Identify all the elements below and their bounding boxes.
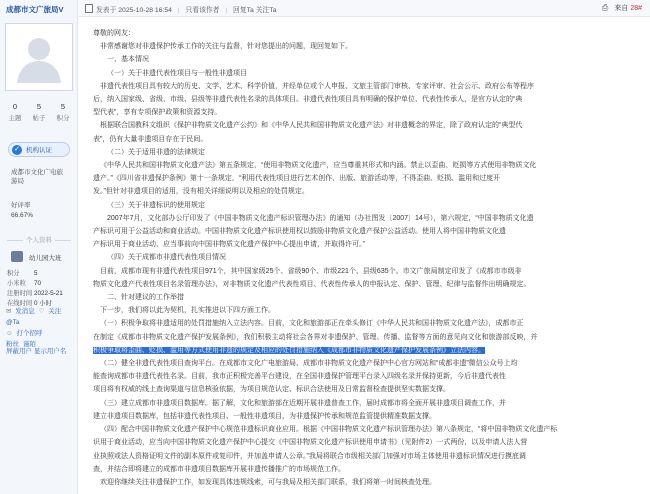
post-line <box>93 278 645 291</box>
post-line-text: （二）健全非遗代表性项目查询平台。在成都市文化广电旅游局、成都市非物质文化遗产保护中心官方网站和“成都非遗”微信公众号上均 <box>100 360 518 368</box>
post-line-text: （一）积极争取将非遗适用的处罚措施纳入立法内容。目前，文化和旅游部正在牵头修订《中华人民共和国非物质文化遗产法》，成都市正 <box>100 320 524 328</box>
shield-actions <box>6 346 76 355</box>
profile-header: 个人资料 <box>0 235 78 244</box>
post-line <box>93 199 645 212</box>
post-line-text: （四）配合中国非物质文化遗产保护中心规范非遗标识商业应用。根据《中国非物质文化遗产标识管理办法》第八条规定，“将中国非物质文化遗产标 <box>100 426 558 434</box>
post-line-text: 项目将有权威的线上查询渠道与信息核验依据，为项目规范认定、标识合法使用及日常监督检查提供坚实数据支撑。 <box>93 386 450 394</box>
separator: | <box>177 7 180 14</box>
info-row <box>7 269 75 279</box>
author-sidebar <box>0 0 78 494</box>
post-line <box>93 331 645 344</box>
print-icon[interactable]: ⎙ <box>601 3 609 12</box>
post-line-text: 物质文化遗产代表性项目名录管理办法》，对非物质文化遗产代表性项目、代表性传承人的申报认定、保护、管理、纪律与监督作出明确规定。 <box>93 280 531 288</box>
post-line-text: 后，纳入国家级、省级、市级、县级等非遗代表性名录的具体项目。非遗代表性项目具有明确的保护单位、代表性传承人，是官方认定的“典 <box>93 96 523 104</box>
post-date: 发表于 2025-10-28 16:54 <box>96 7 172 14</box>
info-row <box>7 279 75 289</box>
post-line <box>93 185 645 198</box>
post-line-text: 《中华人民共和国非物质文化遗产法》第五条规定，“使用非物质文化遗产，应当尊重其形式和内涵。禁止以歪曲、贬损等方式使用非物质文化 <box>100 162 537 170</box>
post-icon <box>85 4 93 13</box>
info-value: 0 小时 <box>34 300 52 307</box>
post-line <box>93 106 645 119</box>
info-key: 小米粒 <box>7 280 26 287</box>
post-line-text: 目前，成都市现有非遗代表性项目971个，其中国家级25个、省级90个、市级221个、县级635个。市文广旅局制定印发了《成都市市级非 <box>100 267 522 275</box>
post-line <box>93 133 645 146</box>
send-message-link[interactable]: 发消息 <box>15 308 35 315</box>
post-line-text: （三）关于非遗标识的使用规定 <box>107 201 205 209</box>
post-line-text: 根据联合国教科文组织《保护非物质文化遗产公约》和《中华人民共和国非物质文化遗产法》对非遗概念的界定，除了政府认定的“典型代 <box>100 122 523 130</box>
post-line-text: 查，并结合即将建立的成都市非遗项目数据库开展非遗传播推广的市场规范工作。 <box>93 465 345 473</box>
stat-posts[interactable] <box>28 102 50 122</box>
user-level: 幼儿园大班 <box>29 255 62 262</box>
selected-text: 积极争取将歪曲、贬损、滥用等方式使用非遗的规定及相应的处罚措施纳入《成都市非物质文化遗产保护发展条例》立法内容。 <box>93 346 485 354</box>
stat-topics[interactable] <box>4 102 26 122</box>
stat-points[interactable] <box>52 102 74 122</box>
post-line-text: 型代表”，享有专项保护政策和资源支持。 <box>93 109 222 117</box>
level-medal-icon <box>11 251 23 262</box>
heart-icon: ♡ <box>38 308 45 315</box>
post-line-text: 非常感谢您对非遗保护传承工作的关注与监督，针对您提出的问题，现回复如下。 <box>100 43 352 51</box>
rating-value: 66.67% <box>11 212 34 219</box>
post-line-text: 2007年7月，文化部办公厅印发了《中国非物质文化遗产标识管理办法》的通知（办社图发〔2007〕14号），第六规定，“中国非物质文化遗 <box>107 214 534 222</box>
reply-ta-link[interactable]: 回复Ta <box>233 7 254 14</box>
post-line <box>93 265 645 278</box>
post-line-text: （三）建立成都市非遗项目数据库。据了解，文化和旅游部在近期开展非遗普查工作，届时成都市将全面开展非遗项目调查工作，并 <box>100 399 506 407</box>
post-body <box>93 27 645 489</box>
post-line-text: 一、基本情况 <box>107 56 149 64</box>
hand-icon: ☺ <box>6 330 13 337</box>
author-stats <box>4 102 74 122</box>
shield-user-link[interactable]: 屏蔽用户 <box>6 348 32 355</box>
floor-info <box>602 3 642 13</box>
stat-topics-num: 0 <box>12 102 18 111</box>
post-main <box>79 0 650 494</box>
default-avatar-icon <box>9 27 69 87</box>
info-value: 2022-5-21 <box>34 290 63 297</box>
mention-link[interactable]: @Ta <box>6 319 20 326</box>
post-line <box>93 119 645 132</box>
greet-link[interactable]: 打个招呼 <box>16 330 43 337</box>
follow-link[interactable]: 关注 <box>48 308 62 315</box>
sort-link[interactable]: 谨陌 <box>22 341 36 348</box>
post-line-text: （一）关于非遗代表性项目与一般性非遗项目 <box>107 69 247 77</box>
post-line <box>93 397 645 410</box>
post-line <box>93 450 645 463</box>
post-header-bar <box>79 0 650 17</box>
post-line <box>93 304 645 317</box>
post-line <box>93 238 645 251</box>
post-line-text: 在制定《成都市非物质文化遗产保护发展条例》，我们积极主动将社会各界对非遗保护、管理、传播、监督等方面的意见向文化和旅游部反映，并 <box>93 333 538 341</box>
post-line <box>93 40 645 53</box>
floor-label: 来自 <box>614 5 629 12</box>
post-line <box>93 383 645 396</box>
separator: | <box>225 7 228 14</box>
post-line <box>93 67 645 80</box>
stat-points-num: 5 <box>60 102 66 111</box>
follow-ta-link[interactable]: 关注Ta <box>255 7 277 14</box>
post-line-text: 欢迎你继续关注非遗保护工作，如发现具体违规线索，可与我局及相关部门联系，我们将第一时间核查处理。 <box>100 478 436 486</box>
post-line <box>93 344 645 357</box>
profile-info <box>7 269 75 309</box>
post-line-text: 非遗代表性项目具有较大的历史、文学、艺术、科学价值，并经单位或个人申报、文旅主管部门审核、专家评审、社会公示、政府公布等程序 <box>100 82 534 90</box>
post-line <box>93 291 645 304</box>
post-line <box>93 146 645 159</box>
post-line-text: 业执照或法人资格证明文件的副本原件或复印件，并加盖申请人公章。”我局将联合市级相关部门加强对市场主体使用非遗标识情况进行摸底调 <box>93 452 526 460</box>
verified-icon: ✓ <box>12 145 22 155</box>
stat-posts-label: 帖子 <box>32 115 46 122</box>
message-icon: ✉ <box>6 308 12 315</box>
post-line <box>93 27 645 40</box>
floor-number[interactable]: 28# <box>630 4 642 12</box>
post-line <box>93 172 645 185</box>
post-line <box>93 251 645 264</box>
post-line <box>93 370 645 383</box>
post-line <box>93 410 645 423</box>
org-verify-badge[interactable] <box>8 142 70 157</box>
post-line-text: 能查询成都市非遗代表性名录。目前，我市正积极完善平台建设，在全国非遗保护管理平台录入四级名录并保持更新，今后非遗代表性 <box>93 373 506 381</box>
post-line <box>93 159 645 172</box>
post-line <box>93 212 645 225</box>
post-line <box>93 357 645 370</box>
post-line <box>93 423 645 436</box>
post-line-text: 发。”但针对非遗项目的适用，没有相关详细说明以及相应的处罚规定。 <box>93 188 309 196</box>
post-line-text: （四）关于成都市非遗代表性项目情况 <box>107 254 226 262</box>
stat-posts-num: 5 <box>36 102 42 111</box>
info-key: 注册时间 <box>7 290 33 297</box>
org-name: 成都市文化广电旅游局 <box>11 169 63 185</box>
post-line <box>93 476 645 489</box>
post-line-text: 遗产。”《四川省非遗保护条例》第十一条规定，“利用代表性项目进行艺术创作、出版、旅游活动等，不得歪曲、贬损、滥用和过度开 <box>93 175 501 183</box>
post-line-text: 二、针对建议的工作举措 <box>107 294 184 302</box>
info-value: 5 <box>34 270 38 277</box>
post-line-text: （二）关于适用非遗的法律规定 <box>107 148 205 156</box>
post-line-text: 产标识可用于公益活动和商业活动。中国非物质文化遗产标识使用权以鼓励非物质文化遗产保护公益活动。使用人将中国非物质文化遗 <box>93 228 506 236</box>
post-line-text: 下一步，我们将以此为契机，扎实推进以下四方面工作。 <box>100 307 275 315</box>
rating-label: 好评率 <box>11 202 31 209</box>
post-line <box>93 317 645 330</box>
post-line-text: 产标识用于商业活动，应当事前向中国非物质文化遗产保护中心提出申请，并取得许可。” <box>93 241 365 249</box>
show-username-link[interactable]: 显示用户名 <box>33 348 67 355</box>
post-line <box>93 225 645 238</box>
post-line <box>93 53 645 66</box>
stat-points-label: 积分 <box>56 115 70 122</box>
post-line <box>93 436 645 449</box>
info-key: 积分 <box>7 270 20 277</box>
post-meta <box>96 4 276 14</box>
author-name[interactable]: 成都市文广旅局V <box>6 5 64 14</box>
post-line-text: 建立非遗项目数据库，包括非遗代表性项目、一般性非遗项目，为非遗保护传承和规范监管提供精准数据支撑。 <box>93 412 436 420</box>
post-line <box>93 80 645 93</box>
avatar[interactable] <box>5 23 73 91</box>
post-line-text: 识用于商业活动，应当向中国非物质文化遗产保护中心提交《中国非物质文化遗产标识使用申请书》（见附件2）一式两份，以及申请人法人营 <box>93 439 528 447</box>
info-row <box>7 289 75 299</box>
post-line-text: 尊敬的网友： <box>93 30 135 37</box>
post-line-text: 表”，仍有大量非遗项目存在于民间。 <box>93 135 208 143</box>
info-key: 在线时间 <box>7 300 33 307</box>
fans-link[interactable]: 粉丝 <box>6 341 19 348</box>
post-line <box>93 93 645 106</box>
verify-label: 机构认证 <box>26 147 52 154</box>
author-actions <box>6 306 76 350</box>
post-line <box>93 463 645 476</box>
info-value: 70 <box>34 280 42 287</box>
only-author-link[interactable]: 只看该作者 <box>185 7 220 14</box>
stat-topics-label: 主题 <box>8 115 22 122</box>
